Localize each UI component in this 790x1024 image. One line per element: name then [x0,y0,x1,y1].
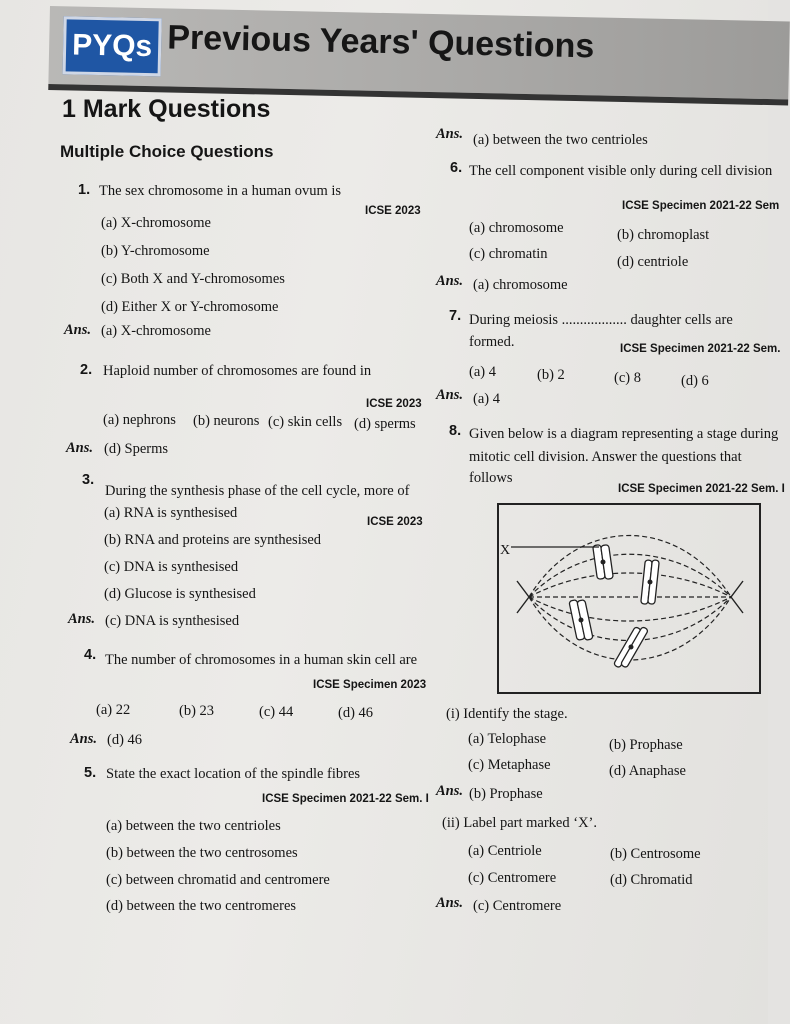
question-text-line-3: follows [469,470,513,486]
question-number: 1. [78,182,91,198]
answer-text: (c) Centromere [473,898,562,914]
answer-text: (c) DNA is synthesised [105,613,240,629]
question-number: 7. [449,308,462,324]
subquestion-text: (i) Identify the stage. [446,706,568,722]
option-b: (b) Y-chromosome [101,243,210,259]
option-c: (c) chromatin [469,246,548,262]
option-a: (a) X-chromosome [101,215,211,231]
answer-label: Ans. [436,387,464,403]
question-source: ICSE Specimen 2021-22 Sem. [620,343,781,355]
diagram-label-x: X [500,543,511,558]
option-a: (a) 22 [96,702,131,718]
question-number: 5. [84,765,97,781]
option-b: (b) Centrosome [610,846,701,862]
option-d: (d) 6 [681,373,709,389]
question-number: 8. [449,423,462,439]
answer-label: Ans. [70,731,98,747]
option-c: (c) between chromatid and centromere [106,872,330,888]
question-source: ICSE 2023 [365,205,421,217]
option-a: (a) Centriole [468,843,542,859]
answer-text: (d) 46 [107,732,143,748]
question-number: 2. [80,362,93,378]
answer-label: Ans. [436,783,464,799]
question-source: ICSE 2023 [367,516,423,528]
option-d: (d) centriole [617,254,689,270]
option-d: (d) Either X or Y-chromosome [101,299,279,315]
option-d: (d) Anaphase [609,763,686,779]
question-text: The number of chromosomes in a human skin cell are [105,652,418,668]
header-banner [48,6,789,99]
question-number: 4. [84,647,97,663]
spindle-drawing [499,505,759,692]
banner-title: Previous Years' Questions [166,18,595,66]
question-text-line-2: formed. [469,334,515,350]
option-b: (b) chromoplast [617,227,710,243]
question-number: 3. [82,472,95,488]
answer-text: (b) Prophase [469,786,543,802]
answer-label: Ans. [66,440,94,456]
question-text: Given below is a diagram representing a stage during [469,426,779,442]
option-c: (c) 8 [614,370,641,386]
question-source: ICSE 2023 [366,398,422,410]
question-source: ICSE Specimen 2021-22 Sem. I [262,793,429,805]
option-a: (a) 4 [469,364,496,380]
mitosis-diagram [497,503,761,694]
option-c: (c) Both X and Y-chromosomes [101,271,285,287]
question-text: During the synthesis phase of the cell cycle, more of [105,483,410,499]
answer-text: (a) 4 [473,391,500,407]
answer-text: (a) between the two centrioles [473,132,648,148]
option-c: (c) skin cells [268,414,343,430]
answer-label: Ans. [436,126,464,142]
option-c: (c) DNA is synthesised [104,559,239,575]
option-d: (d) Glucose is synthesised [104,586,256,602]
option-d: (d) Chromatid [610,872,693,888]
option-b: (b) 23 [179,703,215,719]
question-source: ICSE Specimen 2023 [313,679,427,691]
option-c: (c) Centromere [468,870,557,886]
answer-text: (d) Sperms [104,441,169,457]
option-d: (d) between the two centromeres [106,898,297,914]
section-subtitle: Multiple Choice Questions [60,142,274,161]
answer-text: (a) chromosome [473,277,568,293]
option-b: (b) between the two centrosomes [106,845,298,861]
pyqs-badge: PYQs [63,16,162,76]
question-text: Haploid number of chromosomes are found in [103,363,372,379]
question-number: 6. [450,160,463,176]
option-d: (d) sperms [354,416,416,432]
question-text-line-2: mitotic cell division. Answer the questions that [469,449,742,465]
subquestion-text: (ii) Label part marked ‘X’. [442,815,597,831]
answer-label: Ans. [436,895,464,911]
option-a: (a) RNA is synthesised [104,505,238,521]
option-c: (c) 44 [259,704,294,720]
question-text: During meiosis .................. daughter cells are [469,312,733,328]
option-b: (b) 2 [537,367,565,383]
question-text: State the exact location of the spindle fibres [106,766,361,782]
answer-label: Ans. [436,273,464,289]
option-a: (a) nephrons [103,412,176,428]
answer-label: Ans. [68,611,96,627]
question-source: ICSE Specimen 2021-22 Sem. I [618,483,785,495]
answer-text: (a) X-chromosome [101,323,211,339]
section-title: 1 Mark Questions [62,95,271,123]
question-source: ICSE Specimen 2021-22 Sem [622,200,780,212]
option-c: (c) Metaphase [468,757,551,773]
option-a: (a) Telophase [468,731,547,747]
question-text: The sex chromosome in a human ovum is [99,183,342,199]
answer-label: Ans. [64,322,92,338]
question-text: The cell component visible only during cell division [469,163,773,179]
option-a: (a) chromosome [469,220,564,236]
option-d: (d) 46 [338,705,374,721]
option-b: (b) neurons [193,413,260,429]
option-b: (b) Prophase [609,737,683,753]
option-a: (a) between the two centrioles [106,818,281,834]
option-b: (b) RNA and proteins are synthesised [104,532,322,548]
